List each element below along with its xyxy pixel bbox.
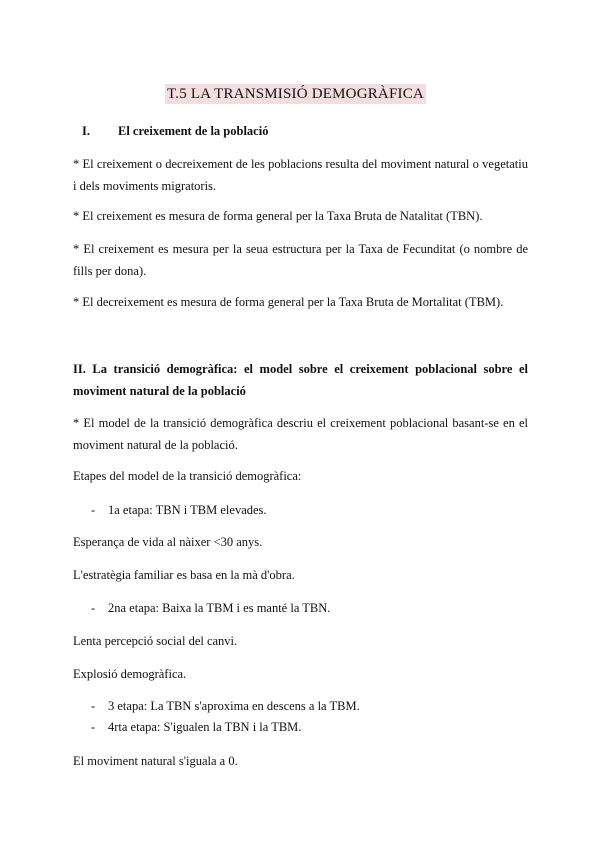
stage4-text: 4rta etapa: S'igualen la TBN i la TBM.	[108, 720, 302, 734]
list-item	[91, 598, 330, 618]
bullet-dash: -	[91, 720, 96, 734]
list-item	[91, 696, 360, 716]
page-title: T.5 LA TRANSMISIÓ DEMOGRÀFICA	[167, 86, 424, 102]
stages-label: Etapes del model de la transició demogràfica:	[73, 469, 302, 483]
section1-title: El creixement de la població	[118, 124, 269, 138]
section1-paragraph-4: * El decreixement es mesura de forma general per la Taxa Bruta de Mortalitat (TBM).	[73, 295, 504, 309]
section1-paragraph-1: * El creixement o decreixement de les poblacions resulta del moviment natural o vegetatiu i dels moviments migratoris.	[73, 157, 528, 193]
section2-heading: II. La transició demogràfica: el model sobre el creixement poblacional sobre el moviment natural de la població	[73, 362, 528, 398]
list-item	[91, 500, 267, 520]
note-family-strategy: L'estratègia familiar es basa en la mà d'obra.	[73, 568, 295, 582]
note-natural-movement: El moviment natural s'iguala a 0.	[73, 754, 238, 768]
stage3-text: 3 etapa: La TBN s'aproxima en descens a la TBM.	[108, 699, 360, 713]
bullet-dash: -	[91, 601, 96, 615]
bullet-dash: -	[91, 503, 96, 517]
section1-number: I.	[82, 124, 90, 138]
section1-paragraph-3: * El creixement es mesura per la seua estructura per la Taxa de Fecunditat (o nombre de fills per dona).	[73, 242, 528, 278]
note-life-expectancy: Esperança de vida al nàixer <30 anys.	[73, 535, 263, 549]
section1-heading	[82, 120, 268, 142]
note-social-perception: Lenta percepció social del canvi.	[73, 634, 238, 648]
bullet-dash: -	[91, 699, 96, 713]
section1-paragraph-2: * El creixement es mesura de forma general per la Taxa Bruta de Natalitat (TBN).	[73, 209, 483, 223]
list-item	[91, 717, 301, 737]
note-demographic-explosion: Explosió demogràfica.	[73, 667, 187, 681]
section2-intro: * El model de la transició demogràfica descriu el creixement poblacional basant-se en el moviment natural de la població.	[73, 416, 528, 452]
stage2-text: 2na etapa: Baixa la TBM i es manté la TBN.	[108, 601, 331, 615]
stage1-text: 1a etapa: TBN i TBM elevades.	[108, 503, 267, 517]
